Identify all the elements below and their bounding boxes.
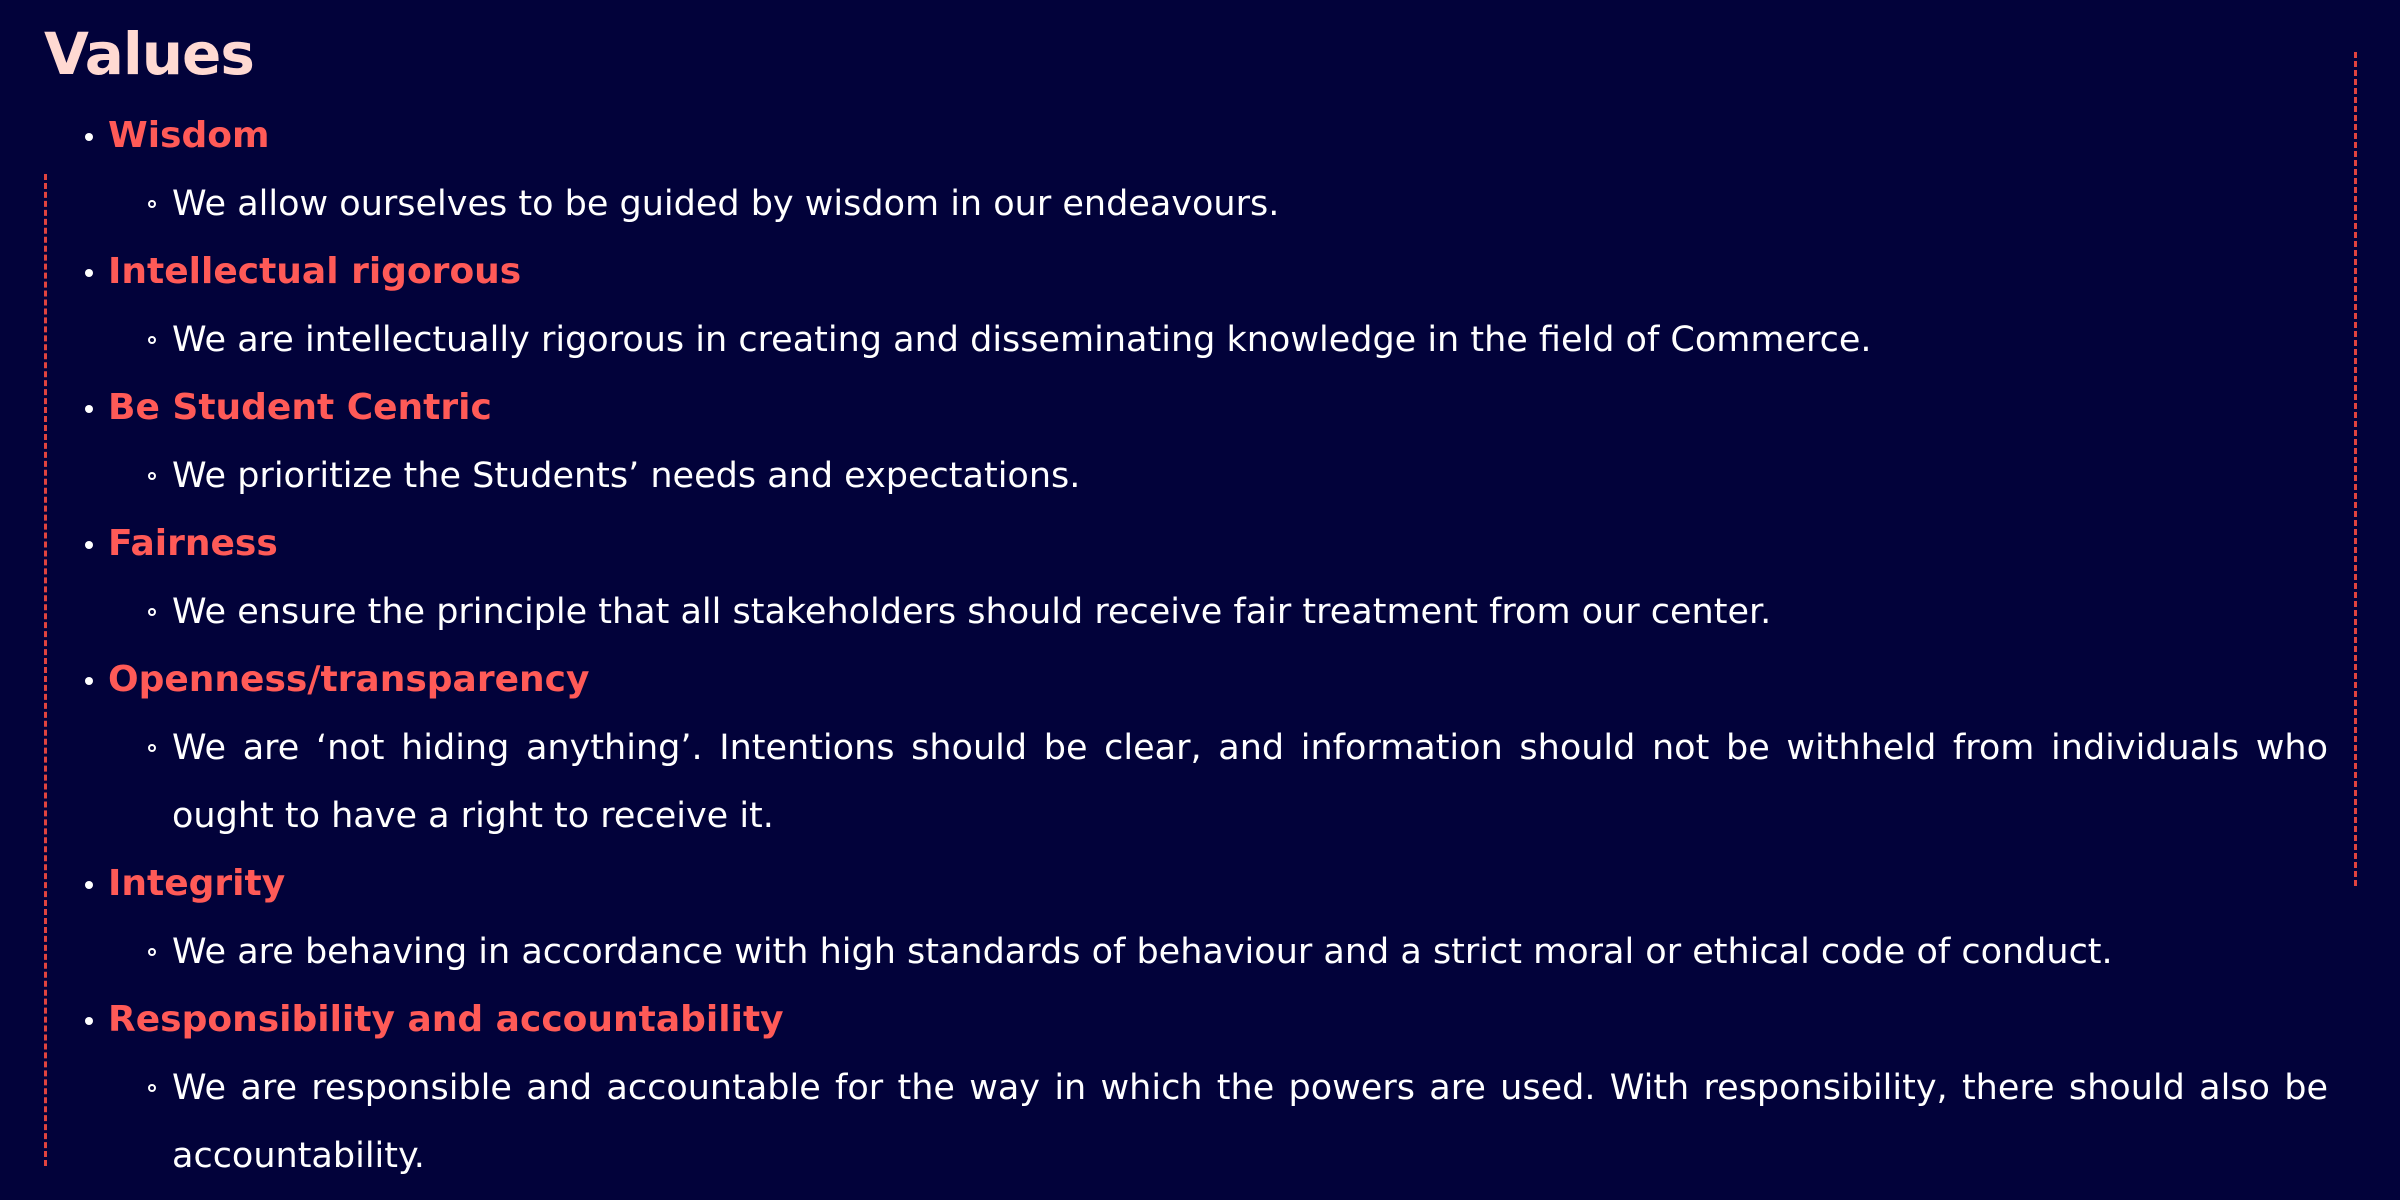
value-item-intellectual-rigorous	[108, 238, 2328, 374]
value-name: Intellectual rigorous	[108, 238, 2328, 306]
value-description: We are ‘not hiding anything’. Intentions should be clear, and information should not be withheld from individuals who ought to have a right to receive it.	[172, 714, 2328, 850]
value-item-student-centric	[108, 374, 2328, 510]
value-description: We are responsible and accountable for the way in which the powers are used. With responsibility, there should also be accountability.	[172, 1054, 2328, 1190]
value-item-integrity	[108, 850, 2328, 986]
value-name: Openness/transparency	[108, 646, 2328, 714]
value-item-openness	[108, 646, 2328, 850]
page-title: Values	[44, 20, 254, 88]
value-name: Responsibility and accountability	[108, 986, 2328, 1054]
value-item-responsibility	[108, 986, 2328, 1190]
value-item-wisdom	[108, 102, 2328, 238]
right-dashed-border	[2354, 52, 2357, 886]
value-description: We prioritize the Students’ needs and expectations.	[172, 442, 2328, 510]
value-description: We allow ourselves to be guided by wisdom in our endeavours.	[172, 170, 2328, 238]
value-name: Fairness	[108, 510, 2328, 578]
value-description: We ensure the principle that all stakeholders should receive fair treatment from our center.	[172, 578, 2328, 646]
values-list	[108, 102, 2328, 1190]
value-description: We are intellectually rigorous in creating and disseminating knowledge in the field of Commerce.	[172, 306, 2328, 374]
left-dashed-border	[44, 174, 47, 1166]
value-name: Integrity	[108, 850, 2328, 918]
value-description: We are behaving in accordance with high standards of behaviour and a strict moral or ethical code of conduct.	[172, 918, 2328, 986]
value-item-fairness	[108, 510, 2328, 646]
value-name: Wisdom	[108, 102, 2328, 170]
value-name: Be Student Centric	[108, 374, 2328, 442]
